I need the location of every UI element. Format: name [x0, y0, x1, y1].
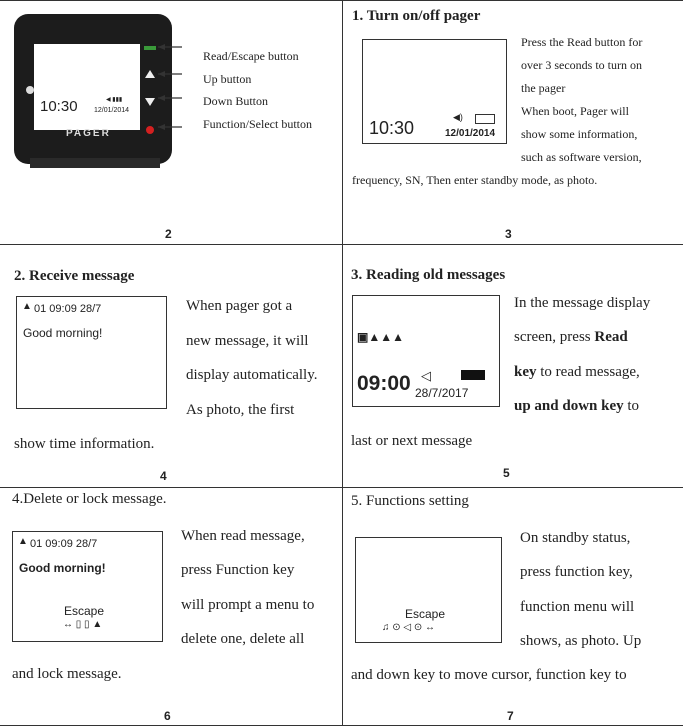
signal-icon: ▲	[18, 536, 28, 547]
section-title: 1. Turn on/off pager	[352, 8, 481, 24]
cell-number: 3	[505, 227, 512, 241]
label-function-select: Function/Select button	[203, 117, 312, 131]
function-select-button	[146, 126, 154, 134]
read-escape-button	[144, 46, 156, 50]
device-time: 10:30	[40, 98, 78, 115]
message-screen	[16, 296, 167, 409]
para-line: delete one, delete all	[181, 631, 305, 647]
text-run: screen, press	[514, 329, 595, 345]
device-date: 12/01/2014	[94, 107, 130, 114]
bold-text: key	[514, 364, 537, 380]
bold-text: up and down key	[514, 398, 624, 414]
message-header: 01 09:09 28/7	[30, 538, 98, 550]
message-header: 01 09:09 28/7	[34, 303, 102, 315]
section-title: 5. Functions setting	[351, 493, 469, 509]
device-strap	[30, 158, 160, 168]
para-line	[514, 355, 640, 389]
device-screen-text	[34, 44, 140, 130]
para-line	[514, 320, 628, 354]
cell-number: 7	[507, 709, 514, 723]
para-line: display automatically.	[186, 367, 318, 383]
para-line: shows, as photo. Up	[520, 633, 642, 649]
cell-turn-on-off	[343, 0, 683, 244]
para-line: the pager	[521, 81, 566, 95]
para-line-full: and lock message.	[12, 666, 122, 682]
cell-device-buttons	[0, 0, 342, 244]
section-title: 4.Delete or lock message.	[12, 491, 167, 507]
screen-date: 12/01/2014	[445, 128, 496, 139]
para-line-full: frequency, SN, Then enter standby mode, as photo.	[352, 173, 598, 187]
svg-text:◀ ▮▮▮: ◀ ▮▮▮	[106, 97, 123, 103]
menu-icons: ↔ ▯ ▯ ▲	[63, 619, 103, 630]
function-menu-screen	[355, 537, 502, 643]
label-down: Down Button	[203, 94, 269, 108]
screen-time: 10:30	[369, 118, 415, 138]
cell-receive-message	[0, 245, 342, 487]
signal-icons: ▣▲▲▲	[357, 330, 404, 344]
para-line: new message, it will	[186, 333, 309, 349]
signal-icon: ▲	[22, 301, 32, 312]
battery-icon	[461, 370, 485, 380]
screen-time: 09:00	[357, 372, 411, 395]
para-line: show some information,	[521, 127, 638, 141]
para-line-full: last or next message	[351, 433, 473, 449]
battery-icon	[475, 114, 495, 124]
text-run: to	[623, 398, 640, 414]
section-title: 2. Receive message	[14, 268, 135, 284]
section-title: 3. Reading old messages	[351, 267, 506, 283]
cell-number: 5	[503, 466, 510, 480]
device-brand: PAGER	[66, 128, 111, 139]
message-body: Good morning!	[23, 326, 103, 340]
para-line: As photo, the first	[186, 402, 295, 418]
para-line: When pager got a	[186, 298, 293, 314]
para-line: over 3 seconds to turn on	[521, 58, 642, 72]
escape-label: Escape	[64, 604, 105, 618]
speaker-icon: ◁	[421, 368, 431, 383]
device-left-dot	[26, 86, 34, 94]
standby-screen	[362, 39, 507, 144]
para-line: On standby status,	[520, 530, 631, 546]
speaker-icon: ◀)	[453, 112, 463, 122]
para-line-full: show time information.	[14, 436, 155, 452]
para-line: When boot, Pager will	[521, 104, 629, 118]
para-line: When read message,	[181, 528, 305, 544]
para-line: press Function key	[181, 562, 295, 578]
label-read-escape: Read/Escape button	[203, 49, 299, 63]
delete-menu-screen	[12, 531, 163, 642]
bold-text: Read	[594, 329, 628, 345]
cell-number: 6	[164, 709, 171, 723]
cell-reading-old-messages	[343, 245, 683, 487]
para-line: In the message display	[514, 295, 651, 311]
escape-label: Escape	[405, 607, 446, 621]
menu-icons: ♫ ⊙ ◁ ⊙ ↔	[382, 622, 436, 633]
screen-date: 28/7/2017	[415, 386, 469, 400]
para-line: will prompt a menu to	[181, 597, 315, 613]
para-line: function menu will	[520, 599, 635, 615]
para-line: such as software version,	[521, 150, 642, 164]
text-run: to read message,	[536, 364, 640, 380]
message-body: Good morning!	[19, 561, 106, 575]
cell-functions-setting	[343, 488, 683, 725]
para-line-full: and down key to move cursor, function key to	[351, 667, 627, 683]
para-line	[514, 389, 639, 423]
cell-number: 4	[160, 469, 167, 483]
para-line: Press the Read button for	[521, 35, 643, 49]
cell-number: 2	[165, 227, 172, 241]
label-up: Up button	[203, 72, 252, 86]
para-line: press function key,	[520, 564, 633, 580]
cell-delete-lock	[0, 488, 342, 725]
reading-screen	[352, 295, 500, 407]
